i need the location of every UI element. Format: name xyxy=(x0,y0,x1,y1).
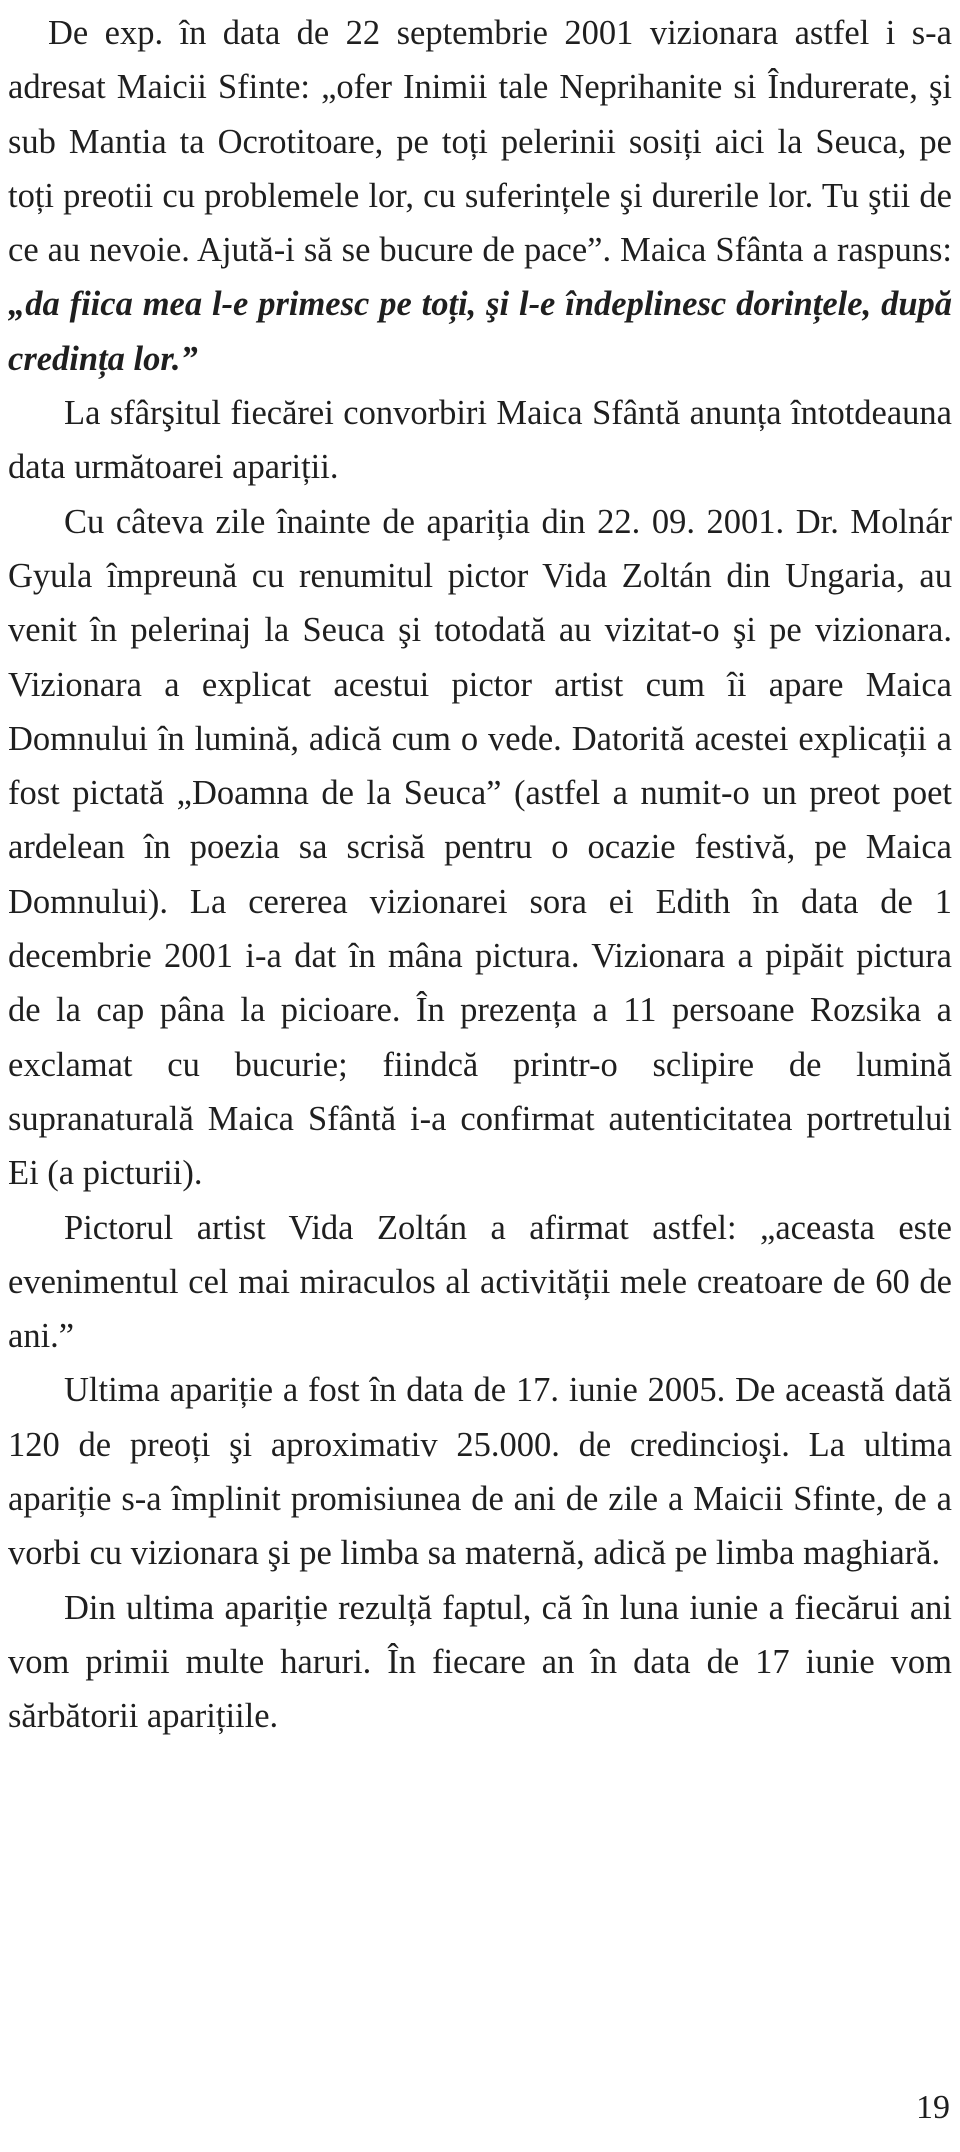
emphasized-quote: „da fiica mea l-e primesc pe toți, şi l-e îndeplinesc dorințele, după credința lor.” xyxy=(8,285,952,378)
paragraph-conclusion: Din ultima apariție rezulță faptul, că în luna iunie a fiecărui ani vom primii multe haruri. În fiecare an în data de 17 iunie vom sărbătorii aparițiile. xyxy=(8,1588,952,1736)
paragraph-painter-quote: Pictorul artist Vida Zoltán a afirmat astfel: „aceasta este evenimentul cel mai miraculos al activității mele creatoare de 60 de ani.” xyxy=(8,1208,952,1356)
paragraph-last-apparition: Ultima apariție a fost în data de 17. iunie 2005. De această dată 120 de preoți şi aproximativ 25.000. de credincioşi. La ultima apariție s-a împlinit promisiunea de ani de zile a Maicii Sfinte, de a vorbi cu vizionara şi pe limba sa maternă, adică pe limba maghiară. xyxy=(8,1371,952,1573)
paragraph-next-apparition: La sfârşitul fiecărei convorbiri Maica Sfântă anunța întotdeauna data următoarei apariții. xyxy=(8,394,952,487)
paragraph-apparition-prayer xyxy=(8,6,952,386)
page-number: 19 xyxy=(916,2089,950,2126)
page-body xyxy=(8,6,952,1744)
paragraph-painting: Cu câteva zile înainte de apariția din 22. 09. 2001. Dr. Molnár Gyula împreună cu renumitul pictor Vida Zoltán din Ungaria, au venit în pelerinaj la Seuca şi totodată au vizitat-o şi pe vizionara. Vizionara a explicat acestui pictor artist cum îi apare Maica Domnului în lumină, adică cum o vede. Datorită acestei explicații a fost pictată „Doamna de la Seuca” (astfel a numit-o un preot poet ardelean în poezia sa scrisă pentru o ocazie festivă, pe Maica Domnului). La cererea vizionarei sora ei Edith în data de 1 decembrie 2001 i-a dat în mâna pictura. Vizionara a pipăit pictura de la cap pâna la picioare. În prezența a 11 persoane Rozsika a exclamat cu bucurie; fiindcă printr-o sclipire de lumină supranaturală Maica Sfântă i-a confirmat autenticitatea portretului Ei (a picturii). xyxy=(8,502,952,1193)
paragraph-text: De exp. în data de 22 septembrie 2001 vizionara astfel i s-a adresat Maicii Sfinte: „ofer Inimii tale Neprihanite si Îndurerate, şi sub Mantia ta Ocrotitoare, pe toți pelerinii sosiți aici la Seuca, pe toți preotii cu problemele lor, cu suferințele şi durerile lor. Tu ştii de ce au nevoie. Ajută-i să se bucure de pace”. Maica Sfânta a raspuns: xyxy=(8,14,952,270)
